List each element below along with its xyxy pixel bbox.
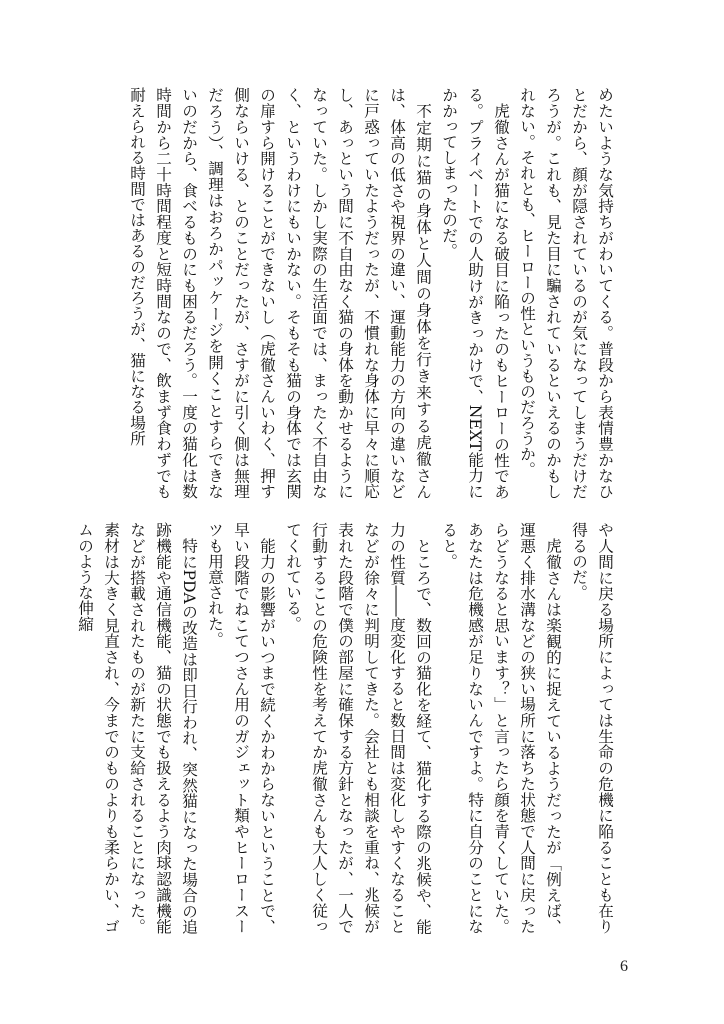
upper-text-block [108, 87, 618, 499]
paragraph: 虎徹さんは楽観的に捉えているようだったが「例えば、運悪く排水溝などの狭い場所に落ちた状態で人間に戻ったらどうなると思います？」と言ったら顔を青くしていた。あなたは危機感が足りないんですよ。特に自分のことになると。 [440, 522, 562, 934]
paragraph: 虎徹さんが猫になる破目に陥ったのもヒーローの性である。プライベートでの人助けがきっかけで、NEXT能力にかかってしまったのだ。 [440, 87, 510, 499]
paragraph: 不定期に猫の身体と人間の身体を行き来する虎徹さんは、体高の低さや視界の違い、運動能力の方向の違いなどに戸惑っていたようだったが、不慣れな身体に早々に順応し、あっという間に不自由なく猫の身体を動かせるようになっていた。しかし実際の生活面では、まったく不自由なく、というわけにもいかない。そもそも猫の身体では玄関の扉すら開けることができないし（虎徹さんいわく、押す側ならいける、とのことだったが、さすがに引く側は無理だろう）、調理はおろかパッケージを開くことすらできないのだから、食べるものにも困るだろう。一度の猫化は数時間から二十時間程度と短時間なので、飲まず食わずでも耐えられる時間ではあるのだろうが、猫になる場所 [128, 87, 432, 499]
paragraph: や人間に戻る場所によっては生命の危機に陥ることも在り得るのだ。 [570, 522, 614, 934]
paragraph: めたいような気持ちがわいてくる。普段から表情豊かなひとだから、顔が隠されているのが気になってしまうだけだろうが。これも、見た目に騙されているといえるのかもしれない。それとも、ヒーローの性というものだろうか。 [518, 87, 614, 499]
page-number: 6 [620, 958, 628, 975]
paragraph: 能力の影響がいつまで続くかわからないということで、早い段階でねこてつさん用のガジェット類やヒーロースーツも用意された。 [206, 522, 276, 934]
paragraph: 特にPDAの改造は即日行われ、突然猫になった場合の追跡機能や通信機能、猫の状態でも扱えるよう肉球認識機能などが搭載されたものが新たに支給されることになった。素材は大きく見直され、今までのものよりも柔らかい、ゴムのような伸縮 [76, 522, 198, 934]
lower-text-block [76, 522, 618, 934]
paragraph: ところで、数回の猫化を経て、猫化する際の兆候や、能力の性質――度変化すると数日間は変化しやすくなることなどが徐々に判明してきた。会社とも相談を重ね、兆候が表れた段階で僕の部屋に確保する方針となったが、一人で行動することの危険性を考えてか虎徹さんも大人しく従ってくれている。 [284, 522, 432, 934]
